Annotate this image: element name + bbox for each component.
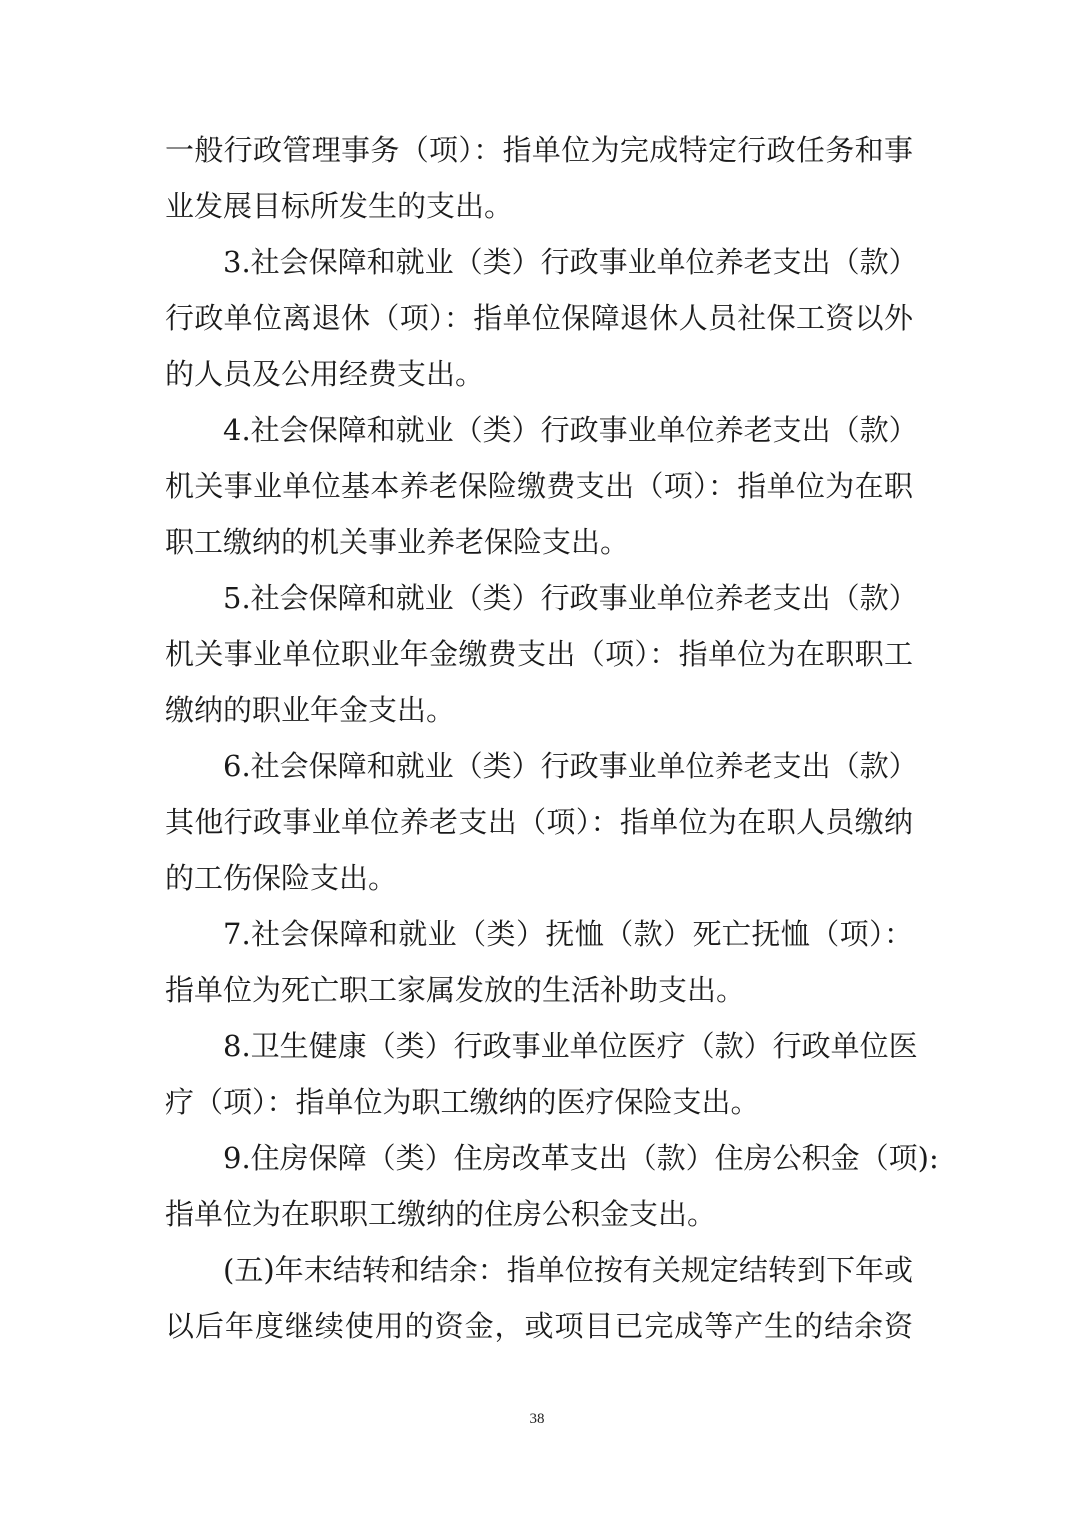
text-line: 的人员及公用经费支出。	[165, 357, 485, 391]
text-line: 3.社会保障和就业（类）行政事业单位养老支出（款）	[223, 245, 918, 279]
document-body	[165, 122, 939, 1354]
text-line: 4.社会保障和就业（类）行政事业单位养老支出（款）	[223, 413, 918, 447]
text-line: 6.社会保障和就业（类）行政事业单位养老支出（款）	[223, 749, 918, 783]
text-line: 一般行政管理事务（项）：指单位为完成特定行政任务和事	[165, 133, 913, 167]
text-line: 职工缴纳的机关事业养老保险支出。	[165, 525, 630, 559]
text-line: 机关事业单位基本养老保险缴费支出（项）：指单位为在职	[165, 469, 913, 503]
text-line: 业发展目标所发生的支出。	[165, 189, 514, 223]
text-line: 其他行政事业单位养老支出（项）：指单位为在职人员缴纳	[165, 805, 913, 839]
text-line: 机关事业单位职业年金缴费支出（项）：指单位为在职职工	[165, 637, 913, 671]
text-line: 9.住房保障（类）住房改革支出（款）住房公积金（项):	[223, 1141, 939, 1175]
text-line: 指单位为死亡职工家属发放的生活补助支出。	[165, 973, 746, 1007]
text-line: 疗（项）：指单位为职工缴纳的医疗保险支出。	[165, 1085, 760, 1119]
text-line: 5.社会保障和就业（类）行政事业单位养老支出（款）	[223, 581, 918, 615]
text-line: 指单位为在职职工缴纳的住房公积金支出。	[165, 1197, 717, 1231]
text-line: 缴纳的职业年金支出。	[165, 693, 456, 727]
text-line: (五)年末结转和结余：指单位按有关规定结转到下年或	[223, 1253, 913, 1287]
text-line: 的工伤保险支出。	[165, 861, 398, 895]
text-line: 8.卫生健康（类）行政事业单位医疗（款）行政单位医	[223, 1029, 918, 1063]
text-line: 7.社会保障和就业（类）抚恤（款）死亡抚恤（项）：	[223, 917, 913, 951]
page-number: 38	[529, 1411, 545, 1427]
text-line: 行政单位离退休（项）：指单位保障退休人员社保工资以外	[165, 301, 913, 335]
text-line: 以后年度继续使用的资金，或项目已完成等产生的结余资	[165, 1309, 913, 1343]
